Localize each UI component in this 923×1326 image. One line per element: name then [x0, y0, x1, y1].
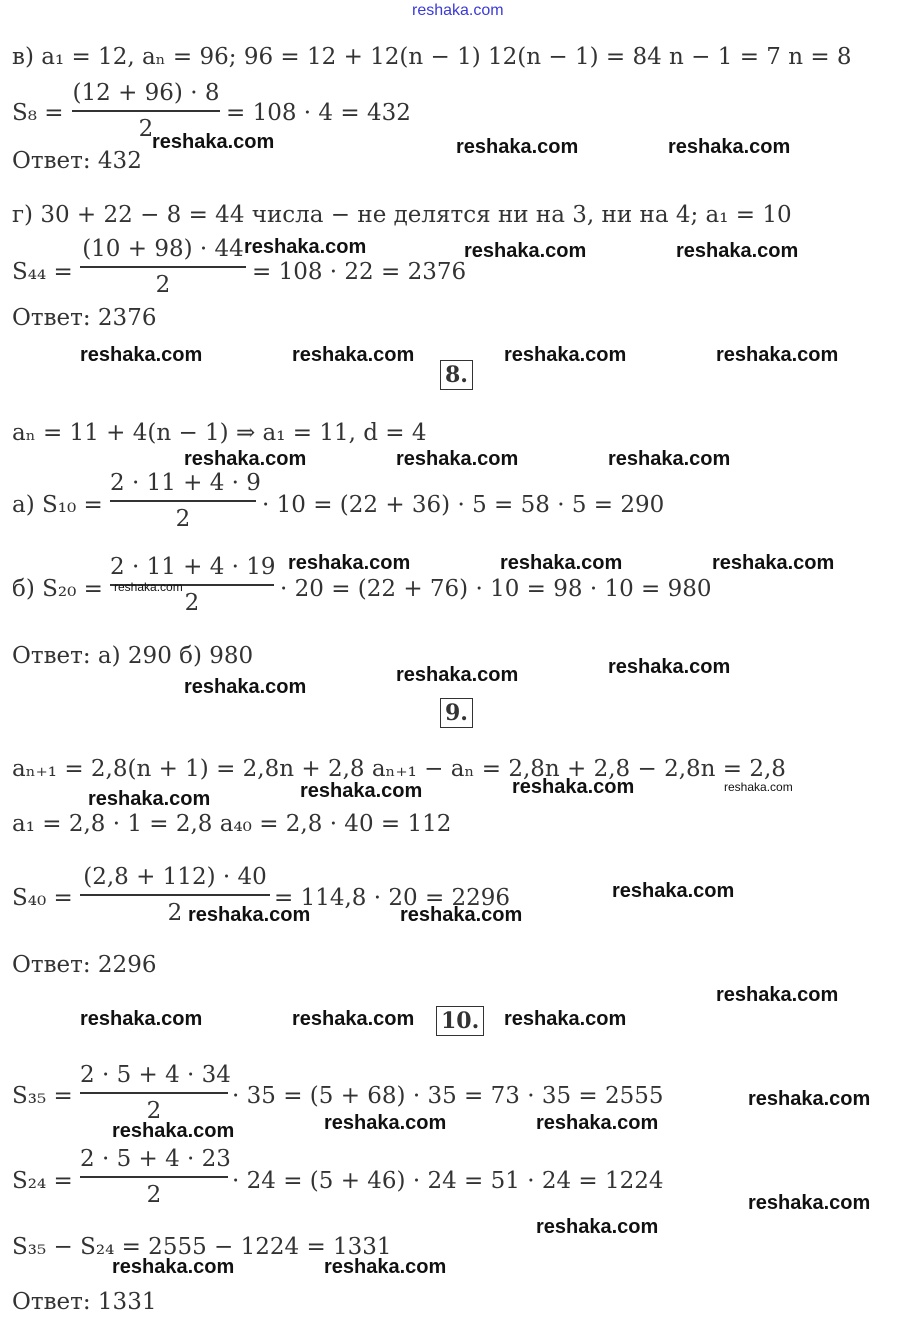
- fraction-bar: [110, 500, 256, 502]
- part-g-answer: Ответ: 2376: [12, 305, 157, 331]
- task-10-diff: S₃₅ − S₂₄ = 2555 − 1224 = 1331: [12, 1234, 392, 1260]
- watermark: reshaka.com: [608, 448, 731, 470]
- watermark: reshaka.com: [400, 904, 523, 926]
- watermark: reshaka.com: [80, 1008, 203, 1030]
- task-8-b-rest: · 20 = (22 + 76) · 10 = 98 · 10 = 980: [280, 576, 712, 602]
- task-10-s24-den: 2: [146, 1181, 162, 1208]
- task-10-answer: Ответ: 1331: [12, 1289, 157, 1315]
- watermark: reshaka.com: [292, 344, 415, 366]
- task-8-a-den: 2: [175, 505, 191, 532]
- watermark: reshaka.com: [612, 880, 735, 902]
- task-8-a-fraction: [110, 468, 261, 534]
- task-9-line1: aₙ₊₁ = 2,8(n + 1) = 2,8n + 2,8 aₙ₊₁ − aₙ = 2,8n + 2,8 − 2,8n = 2,8: [12, 756, 786, 782]
- watermark: reshaka.com: [748, 1192, 871, 1214]
- task-9-sum-rest: = 114,8 · 20 = 2296: [274, 885, 511, 911]
- part-g-fraction: [80, 234, 246, 300]
- task-9-frac-den: 2: [167, 899, 183, 926]
- task-10-s35-num: 2 · 5 + 4 · 34: [80, 1062, 231, 1088]
- watermark: reshaka.com: [396, 448, 519, 470]
- task-10-number: 10.: [436, 1006, 484, 1036]
- task-8-answer: Ответ: а) 290 б) 980: [12, 643, 254, 669]
- task-10-s35-rest: · 35 = (5 + 68) · 35 = 73 · 35 = 2555: [232, 1083, 664, 1109]
- part-g-line1: г) 30 + 22 − 8 = 44 числа − не делятся ни на 3, ни на 4; a₁ = 10: [12, 202, 792, 228]
- task-8-a-num: 2 · 11 + 4 · 9: [110, 470, 261, 496]
- watermark: reshaka.com: [608, 656, 731, 678]
- task-9-sum-label: S₄₀ =: [12, 885, 73, 911]
- watermark: reshaka.com: [244, 236, 367, 258]
- watermark: reshaka.com: [80, 344, 203, 366]
- watermark: reshaka.com: [500, 552, 623, 574]
- task-10-s35-fraction: [80, 1060, 231, 1126]
- watermark: reshaka.com: [88, 788, 211, 810]
- watermark: reshaka.com: [112, 1256, 235, 1278]
- task-8-b-label: б) S₂₀ =: [12, 576, 103, 602]
- watermark: reshaka.com: [716, 344, 839, 366]
- watermark: reshaka.com: [112, 1120, 235, 1142]
- task-9-frac-num: (2,8 + 112) · 40: [83, 864, 267, 890]
- part-g-frac-num: (10 + 98) · 44: [82, 236, 244, 262]
- task-8-formula: aₙ = 11 + 4(n − 1) ⇒ a₁ = 11, d = 4: [12, 420, 427, 446]
- watermark: reshaka.com: [292, 1008, 415, 1030]
- watermark: reshaka.com: [300, 780, 423, 802]
- watermark: reshaka.com: [456, 136, 579, 158]
- watermark: reshaka.com: [184, 676, 307, 698]
- watermark: reshaka.com: [668, 136, 791, 158]
- task-9-number: 9.: [440, 698, 473, 728]
- watermark: reshaka.com: [748, 1088, 871, 1110]
- task-10-s24-rest: · 24 = (5 + 46) · 24 = 51 · 24 = 1224: [232, 1168, 664, 1194]
- watermark: reshaka.com: [712, 552, 835, 574]
- watermark: reshaka.com: [536, 1112, 659, 1134]
- watermark: reshaka.com: [512, 776, 635, 798]
- task-8-a-rest: · 10 = (22 + 36) · 5 = 58 · 5 = 290: [262, 492, 665, 518]
- fraction-bar: [72, 110, 220, 112]
- site-header-link[interactable]: reshaka.com: [412, 2, 504, 19]
- part-g-sum-label: S₄₄ =: [12, 259, 73, 285]
- fraction-bar: [80, 1176, 228, 1178]
- part-v-frac-num: (12 + 96) · 8: [72, 80, 220, 106]
- watermark: reshaka.com: [188, 904, 311, 926]
- part-v-line1: в) a₁ = 12, aₙ = 96; 96 = 12 + 12(n − 1) 12(n − 1) = 84 n − 1 = 7 n = 8: [12, 44, 852, 70]
- watermark: reshaka.com: [676, 240, 799, 262]
- watermark: reshaka.com: [464, 240, 587, 262]
- task-9-line2: a₁ = 2,8 · 1 = 2,8 a₄₀ = 2,8 · 40 = 112: [12, 811, 452, 837]
- watermark: reshaka.com: [396, 664, 519, 686]
- watermark: reshaka.com: [114, 580, 183, 594]
- fraction-bar: [80, 894, 270, 896]
- task-10-s35-den: 2: [146, 1097, 162, 1124]
- part-g-frac-den: 2: [155, 271, 171, 298]
- part-v-sum-rest: = 108 · 4 = 432: [226, 100, 411, 126]
- task-10-s24-num: 2 · 5 + 4 · 23: [80, 1146, 231, 1172]
- task-8-b-num: 2 · 11 + 4 · 19: [110, 554, 276, 580]
- part-v-answer: Ответ: 432: [12, 148, 142, 174]
- watermark: reshaka.com: [716, 984, 839, 1006]
- task-10-s24-fraction: [80, 1144, 231, 1210]
- task-10-s35-label: S₃₅ =: [12, 1083, 73, 1109]
- fraction-bar: [80, 1092, 228, 1094]
- watermark: reshaka.com: [504, 344, 627, 366]
- task-8-b-den: 2: [184, 589, 200, 616]
- watermark: reshaka.com: [152, 131, 275, 153]
- task-10-s24-label: S₂₄ =: [12, 1168, 73, 1194]
- fraction-bar: [80, 266, 246, 268]
- task-8-number: 8.: [440, 360, 473, 390]
- watermark: reshaka.com: [536, 1216, 659, 1238]
- watermark: reshaka.com: [324, 1256, 447, 1278]
- watermark: reshaka.com: [324, 1112, 447, 1134]
- watermark: reshaka.com: [724, 780, 793, 794]
- part-v-frac-den: 2: [138, 115, 154, 142]
- part-v-sum-label: S₈ =: [12, 100, 64, 126]
- watermark: reshaka.com: [504, 1008, 627, 1030]
- watermark: reshaka.com: [288, 552, 411, 574]
- watermark: reshaka.com: [184, 448, 307, 470]
- part-g-sum-rest: = 108 · 22 = 2376: [252, 259, 467, 285]
- task-8-a-label: а) S₁₀ =: [12, 492, 103, 518]
- task-9-answer: Ответ: 2296: [12, 952, 157, 978]
